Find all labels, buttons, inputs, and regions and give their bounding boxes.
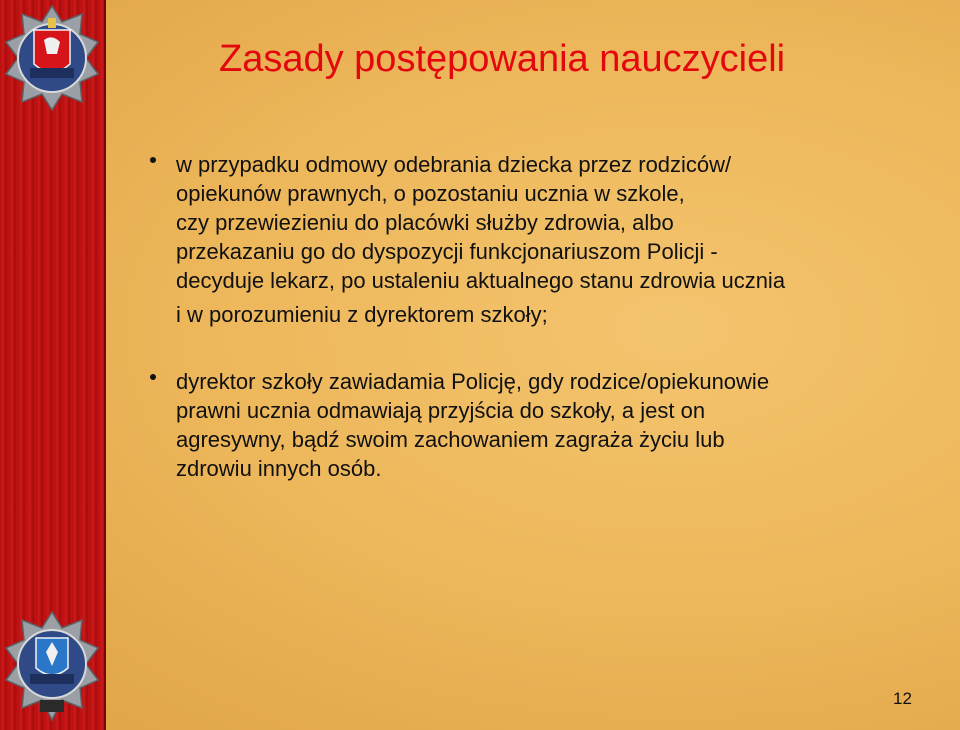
bullet-line: i w porozumieniu z dyrektorem szkoły; bbox=[176, 302, 548, 327]
bullet-line: prawni ucznia odmawiają przyjścia do szkoły, a jest on bbox=[176, 398, 706, 423]
bullet-line: decyduje lekarz, po ustaleniu aktualnego stanu zdrowia ucznia bbox=[176, 268, 786, 293]
bullet-line: czy przewiezieniu do placówki służby zdrowia, albo bbox=[176, 210, 674, 235]
bullet-item bbox=[150, 367, 940, 483]
slide-title: Zasady postępowania nauczycieli bbox=[219, 38, 786, 80]
bullet-item bbox=[150, 150, 940, 329]
bullet-line: przekazaniu go do dyspozycji funkcjonariuszom Policji - bbox=[176, 239, 718, 264]
bullet-dot-icon bbox=[150, 157, 156, 163]
police-badge-legionowo-icon bbox=[2, 610, 102, 725]
bullet-text bbox=[176, 367, 940, 483]
bullet-line: zdrowiu innych osób. bbox=[176, 456, 382, 481]
police-badge-warszawa-icon bbox=[2, 4, 102, 114]
bullet-text bbox=[176, 150, 940, 329]
bullet-line: w przypadku odmowy odebrania dziecka przez rodziców/ bbox=[176, 152, 732, 177]
bullet-line: opiekunów prawnych, o pozostaniu ucznia w szkole, bbox=[176, 181, 685, 206]
bullet-line: agresywny, bądź swoim zachowaniem zagraża życiu lub bbox=[176, 427, 725, 452]
bullet-list bbox=[150, 150, 940, 483]
bullet-dot-icon bbox=[150, 374, 156, 380]
bullet-line: dyrektor szkoły zawiadamia Policję, gdy rodzice/opiekunowie bbox=[176, 369, 770, 394]
page-number: 12 bbox=[893, 689, 912, 708]
sidebar bbox=[0, 0, 106, 730]
